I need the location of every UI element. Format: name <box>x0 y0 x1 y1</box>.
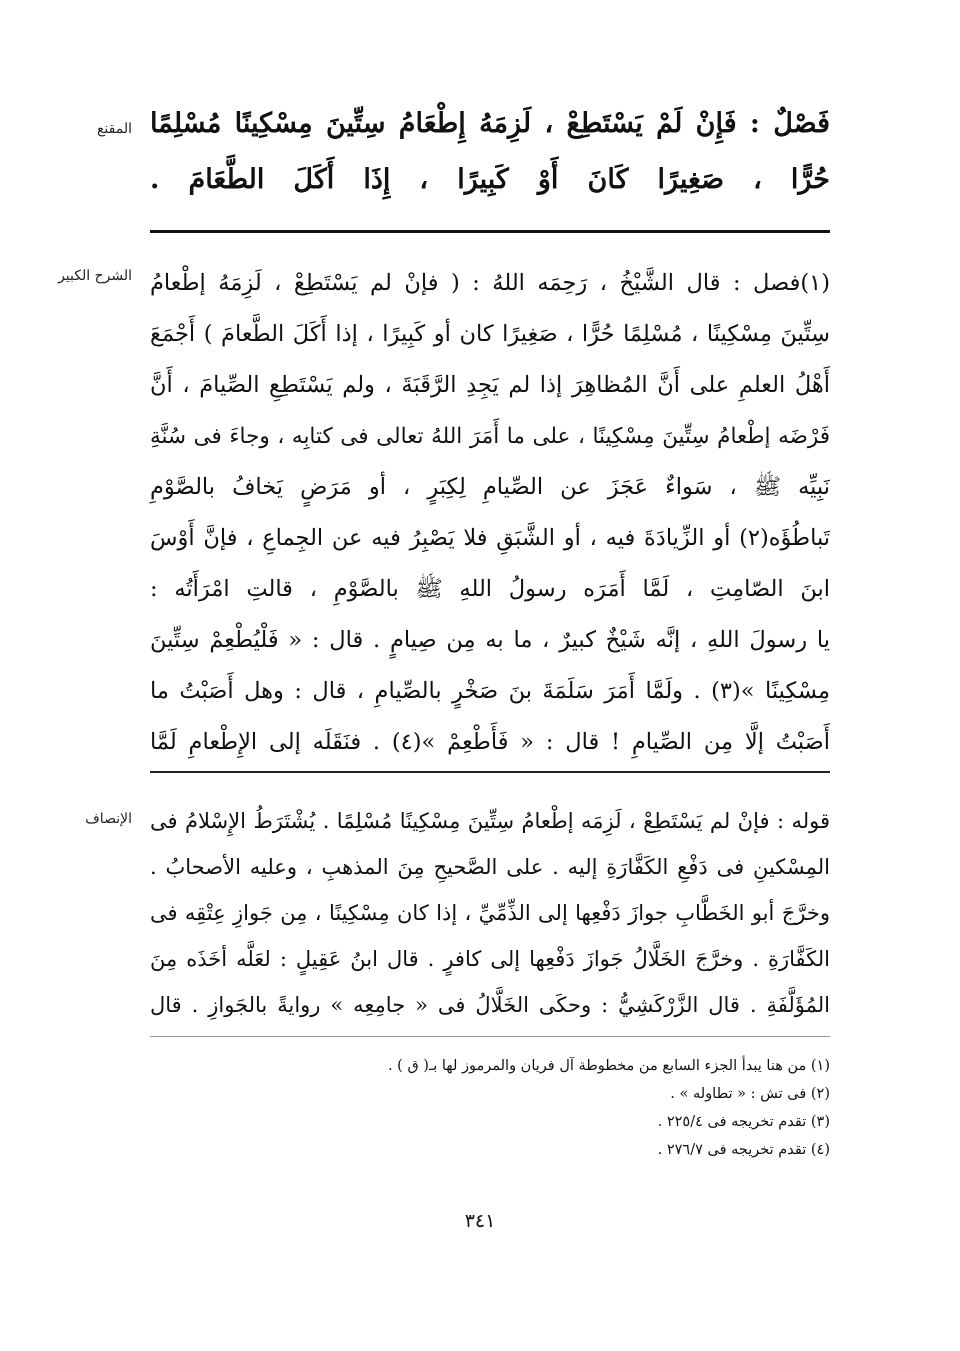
footnotes <box>150 1052 830 1164</box>
section-divider <box>150 771 830 773</box>
text-line: يا رسولَ اللهِ ، إنَّه شَيْخٌ كبيرٌ ، ما به مِن صِيامٍ . قال : « فَلْيُطْعِمْ سِتِّينَ <box>150 627 830 653</box>
footnote: (١) من هنا يبدأ الجزء السابع من مخطوطة آل فريان والمرموز لها بـ( ق ) . <box>387 1058 830 1074</box>
text-line: ابنَ الصّامِتِ ، لَمَّا أَمَرَه رسولُ اللهِ ﷺ بالصَّوْمِ ، قالتِ امْرَأَتُه : <box>150 576 830 602</box>
text-line: نَبِيِّه ﷺ ، سَواءٌ عَجَزَ عن الصِّيامِ لِكِبَرٍ ، أو مَرَضٍ يَخافُ بالصَّوْمِ <box>150 474 830 500</box>
text-line: فَصْلٌ : فَإِنْ لَمْ يَسْتَطِعْ ، لَزِمَهُ إِطْعَامُ سِتِّينَ مِسْكِينًا مُسْلِمًا <box>150 108 830 139</box>
insaf-text <box>150 798 830 1028</box>
muqni-text <box>150 96 830 208</box>
text-line: وخرَّجَ أبو الخَطَّابِ جوازَ دَفْعِها إلى الذِّمِّيِّ ، إذا كان مِسْكِينًا ، مِن جَوازِ عِتْقِه فى <box>150 901 830 925</box>
footnote: (٣) تقدم تخريجه فى ٢٢٥/٤ . <box>657 1114 830 1130</box>
text-line: أَصَبْتُ إلَّا مِن الصِّيامِ ! قال : « فَأَطْعِمْ »(٤) . فنَقَلَه إلى الإِطْعامِ لَمَّا <box>150 729 831 755</box>
section-divider <box>150 230 830 233</box>
text-line: الكَفَّارَةِ . وخرَّجَ الخَلَّالُ جَوازَ دَفْعِها إلى كافرٍ . قال ابنُ عَقِيلٍ : لعَلَّه أخَذَه مِنَ <box>150 947 830 971</box>
text-line: تَباطُؤَه(٢) أو الزِّيادَةَ فيه ، أو الشَّبَقِ فلا يَصْبِرُ فيه عن الجِماعِ ، فإنَّ أَوْسَ <box>150 525 830 551</box>
text-line: المُؤَلَّفَةِ . قال الزَّرْكَشِيُّ : وحكَى الخَلَّالُ فى « جامِعِه » روايةً بالجَوازِ . قال <box>150 993 830 1017</box>
text-line: سِتِّينَ مِسْكِينًا ، مُسْلِمًا حُرًّا ، صَغِيرًا كان أو كَبِيرًا ، إذا أَكَلَ الطَّعامَ ) أَجْمَعَ <box>150 321 830 347</box>
text-line: مِسْكِينًا »(٣) . ولَمَّا أَمَرَ سَلَمَةَ بنَ صَخْرٍ بالصِّيامِ ، قال : وهل أَصَبْتُ ما <box>150 678 830 704</box>
text-line: حُرًّا ، صَغِيرًا كَانَ أَوْ كَبِيرًا ، إِذَا أَكَلَ الطَّعَامَ . <box>150 164 830 195</box>
text-line: قوله : فإنْ لم يَسْتَطِعْ ، لَزِمَه إطْعامُ سِتِّينَ مِسْكِينًا مُسْلِمًا . يُشْتَرَطُ الإِسْلامُ فى <box>150 809 830 833</box>
text-line: فَرْضَه إطْعامُ سِتِّينَ مِسْكِينًا ، على ما أَمَرَ اللهُ تعالى فى كتابِه ، وجاءَ فى سُنَّةِ <box>150 424 830 449</box>
footnote: (٢) فى تش : « تطاوله » . <box>670 1086 830 1102</box>
margin-label-muqni: المقنع <box>96 121 132 137</box>
sharh-text <box>150 258 830 768</box>
footnote: (٤) تقدم تخريجه فى ٢٧٦/٧ . <box>657 1142 830 1158</box>
text-line: (١)فصل : قال الشَّيْخُ ، رَحِمَه اللهُ : ( فإنْ لم يَسْتَطِعْ ، لَزِمَهُ إطْعامُ <box>150 270 830 296</box>
text-line: المِسْكينِ فى دَفْعِ الكَفَّارَةِ إليه . على الصَّحيحِ مِنَ المذهبِ ، وعليه الأصحابُ . <box>150 855 831 879</box>
margin-label-insaf: الإنصاف <box>85 811 132 827</box>
margin-label-sharh: الشرح الكبير <box>58 268 132 284</box>
page-number: ٣٤١ <box>464 1210 496 1232</box>
text-line: أَهْلُ العلمِ على أَنَّ المُظاهِرَ إذا لم يَجِدِ الرَّقَبَةَ ، ولم يَسْتَطِعِ الصِّيامَ ، أَنَّ <box>150 372 830 398</box>
footnote-divider <box>150 1036 830 1037</box>
